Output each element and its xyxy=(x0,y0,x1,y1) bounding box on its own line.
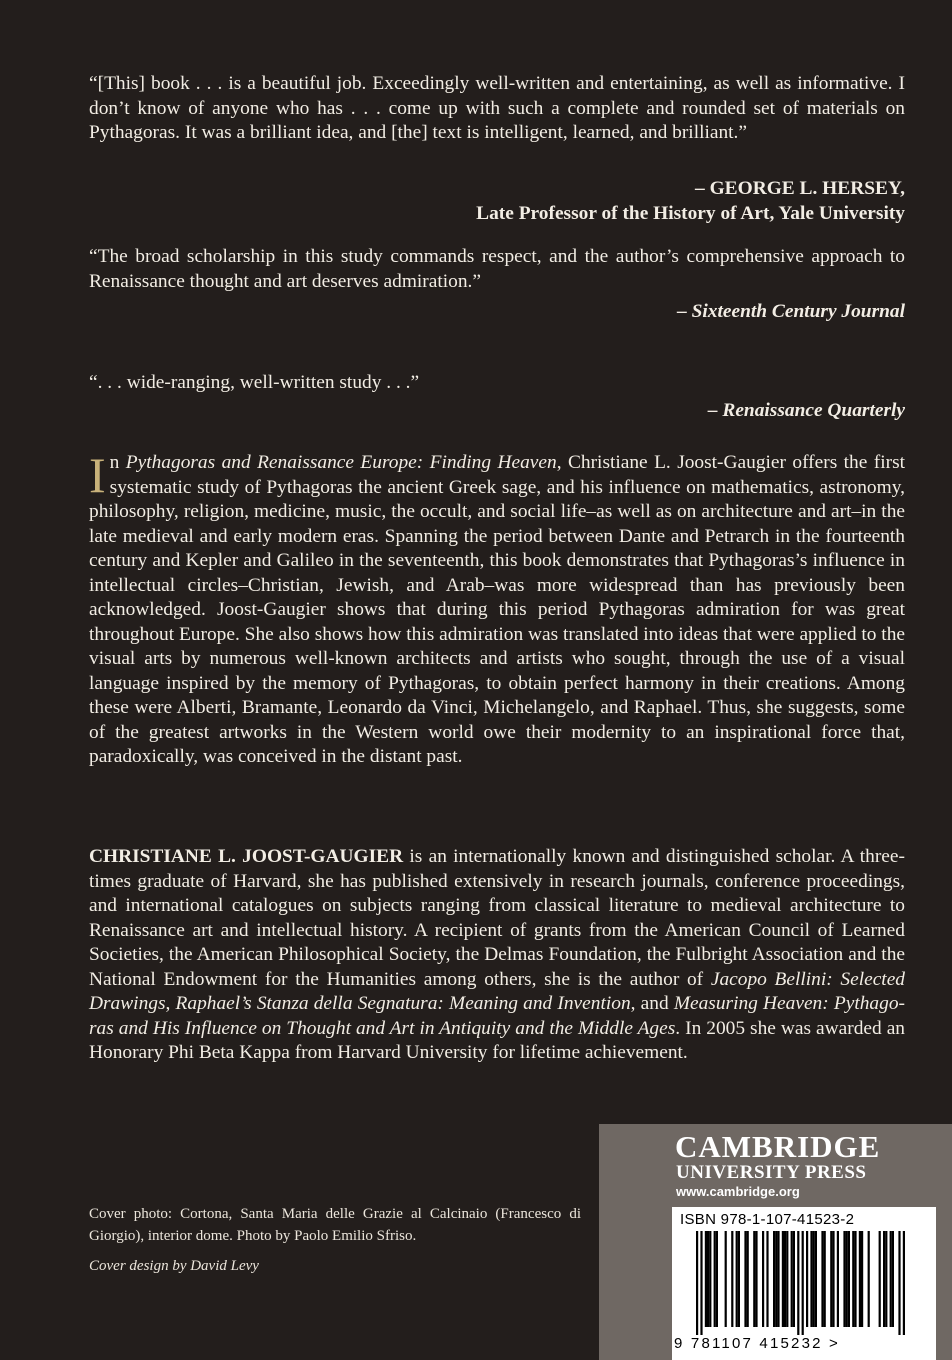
author-work-1: Jacopo Bellini: Selected Drawings xyxy=(89,968,905,1014)
barcode-bar xyxy=(824,1231,826,1327)
barcode-bar xyxy=(791,1231,793,1327)
barcode-bar xyxy=(810,1231,812,1327)
barcode-bar xyxy=(898,1231,900,1335)
barcode-bar xyxy=(832,1231,834,1327)
barcode-bar xyxy=(766,1231,768,1327)
review-attribution-renaissance-quarterly xyxy=(708,399,905,424)
barcode-bar xyxy=(848,1231,850,1327)
barcode-bar xyxy=(892,1231,894,1327)
book-description xyxy=(89,447,906,770)
book-title: Pythagoras and Renaissance Europe: Finding Heaven xyxy=(125,452,557,473)
barcode-bar xyxy=(755,1231,757,1327)
publisher-name: CAMBRIDGE xyxy=(675,1129,881,1164)
author-name: CHRISTIANE L. JOOST-GAUGIER xyxy=(89,846,404,867)
barcode-bar xyxy=(802,1231,804,1335)
barcode-bar xyxy=(738,1231,740,1327)
review-attribution-hersey-title: Late Professor of the History of Art, Yale University xyxy=(476,203,905,224)
barcode-bar xyxy=(773,1231,775,1327)
barcode-bar xyxy=(854,1231,856,1327)
barcode-bar xyxy=(890,1231,892,1327)
barcode-bar xyxy=(775,1231,777,1327)
barcode-bar xyxy=(883,1231,885,1327)
barcode-box xyxy=(672,1207,936,1360)
author-bio-text-1: is an internationally known and distinguished scholar. A three-times graduate of Harvard, she has published extensively in research journals, conference proceedings, and international catalogues on subjects ranging from classical literature to medieval architecture to Renaissance art and intellectual history. A recipient of grants from the American Council of Learned Societies, the American Philosophical Society, the Delmas Foundation, the Fulbright Association and the National Endowment for the Humanities among others, she is the author of xyxy=(89,846,905,990)
barcode-bar xyxy=(861,1231,863,1327)
description-text: , Christiane L. Joost-Gaugier offers the first systematic study of Pythagoras the ancient Greek sage, and his influence on mathematics, astronomy, philosophy, religion, medicine, music, the occult, and social life–as well as on architecture and art–in the late medieval and early modern eras. Spanning the period between Dante and Petrarch in the fourteenth century and Kepler and Galileo in the seventeenth, this book demonstrates that Pythagoras’s influence in intellectual circles–Christian, Jewish, and Arab–was more widespread than has previously been acknowledged. Joost-Gaugier shows that during this period Pythagoras admiration for was great throughout Europe. She also shows how this admiration was translated into ideas that were applied to the visual arts by numerous well-known architects and artists who sought, through the use of a visual language inspired by the memory of Pythagoras, to obtain perfect harmony in their creations. Among these were Alberti, Bramante, Leonardo da Vinci, Michelangelo, and Raphael. Thus, she suggests, some of the greatest artworks in the Western world owe their modernity to an inspirational force that, paradoxically, was conceived in the distant past. xyxy=(89,452,906,767)
drop-cap: I xyxy=(89,447,106,503)
author-bio-separator: , and xyxy=(630,993,674,1014)
author-bio xyxy=(89,845,905,1066)
barcode-bar xyxy=(843,1231,845,1327)
barcode-icon xyxy=(680,1231,928,1335)
barcode-bar xyxy=(731,1231,733,1327)
barcode-bar xyxy=(837,1231,839,1327)
journal-name: – Sixteenth Century Journal xyxy=(677,301,905,322)
barcode-bar xyxy=(777,1231,779,1327)
barcode-bar xyxy=(786,1231,788,1327)
review-attribution-hersey-name: – GEORGE L. HERSEY, xyxy=(695,178,905,199)
barcode-bar xyxy=(821,1231,823,1327)
isbn-label: ISBN 978-1-107-41523-2 xyxy=(680,1211,855,1228)
review-quote-hersey: “[This] book . . . is a beautiful job. Exceedingly well-written and entertaining, as well as informative. I don’t know of anyone who has . . . come up with such a complete and rounded set of materials on Pythagoras. It was a brilliant idea, and [the] text is intelligent, learned, and brilliant.” xyxy=(89,73,905,143)
author-work-3: Measuring Heaven: Pythagoras and His Influence on Thought and Art in Antiquity and the Middle Ages xyxy=(89,993,905,1039)
barcode-bar xyxy=(846,1231,848,1327)
barcode-bar xyxy=(707,1231,709,1327)
barcode-bar xyxy=(813,1231,815,1327)
barcode-bar xyxy=(852,1231,854,1327)
review-quote-renaissance-quarterly: “. . . wide-ranging, well-written study . . .” xyxy=(89,372,420,393)
barcode-bar xyxy=(903,1231,905,1335)
barcode-bar xyxy=(714,1231,716,1327)
barcode-bar xyxy=(709,1231,711,1327)
journal-name: – Renaissance Quarterly xyxy=(707,400,905,421)
publisher-panel xyxy=(599,1124,952,1360)
barcode-bar xyxy=(830,1231,832,1327)
cover-design-credit: Cover design by David Levy xyxy=(89,1258,259,1274)
barcode-bar xyxy=(747,1231,749,1327)
author-work-2: Raphael’s Stanza della Segnatura: Meaning and Invention xyxy=(175,993,631,1014)
publisher-url: www.cambridge.org xyxy=(676,1184,800,1199)
barcode-bar xyxy=(753,1231,755,1327)
barcode-bar xyxy=(815,1231,817,1327)
barcode-bar xyxy=(784,1231,786,1327)
barcode-bar xyxy=(705,1231,707,1327)
barcode-bar xyxy=(793,1231,795,1327)
first-word-rest: n xyxy=(109,452,126,473)
barcode-bar xyxy=(859,1231,861,1327)
barcode-bar xyxy=(725,1231,727,1327)
barcode-bar xyxy=(885,1231,887,1327)
barcode-bar xyxy=(716,1231,718,1327)
barcode-bar xyxy=(879,1231,881,1327)
barcode-bar xyxy=(696,1231,698,1335)
barcode-bar xyxy=(806,1231,808,1327)
review-quote-sixteenth-century: “The broad scholarship in this study commands respect, and the author’s comprehensive approach to Renaissance thought and art deserves admiration.” xyxy=(89,246,905,292)
publisher-subtitle: UNIVERSITY PRESS xyxy=(676,1162,867,1183)
author-bio-separator: , xyxy=(165,993,176,1014)
review-attribution-sixteenth-century xyxy=(677,300,905,325)
cover-photo-credit: Cover photo: Cortona, Santa Maria delle Grazie al Calcinaio (Francesco di Giorgio), interior dome. Photo by Paolo Emilio Sfriso. xyxy=(89,1206,581,1244)
barcode-bar xyxy=(736,1231,738,1327)
barcode-bar xyxy=(700,1231,702,1335)
barcode-bar xyxy=(782,1231,784,1327)
barcode-bar xyxy=(744,1231,746,1327)
barcode-bar xyxy=(868,1231,870,1327)
ean-digits: 9 781107 415232 > xyxy=(674,1335,840,1352)
barcode-bar xyxy=(797,1231,799,1335)
author-bio-text-2: . In 2005 she was awarded an Honorary Phi Beta Kappa from Harvard University for lifetime achievement. xyxy=(89,1017,905,1063)
barcode-bar xyxy=(762,1231,764,1327)
